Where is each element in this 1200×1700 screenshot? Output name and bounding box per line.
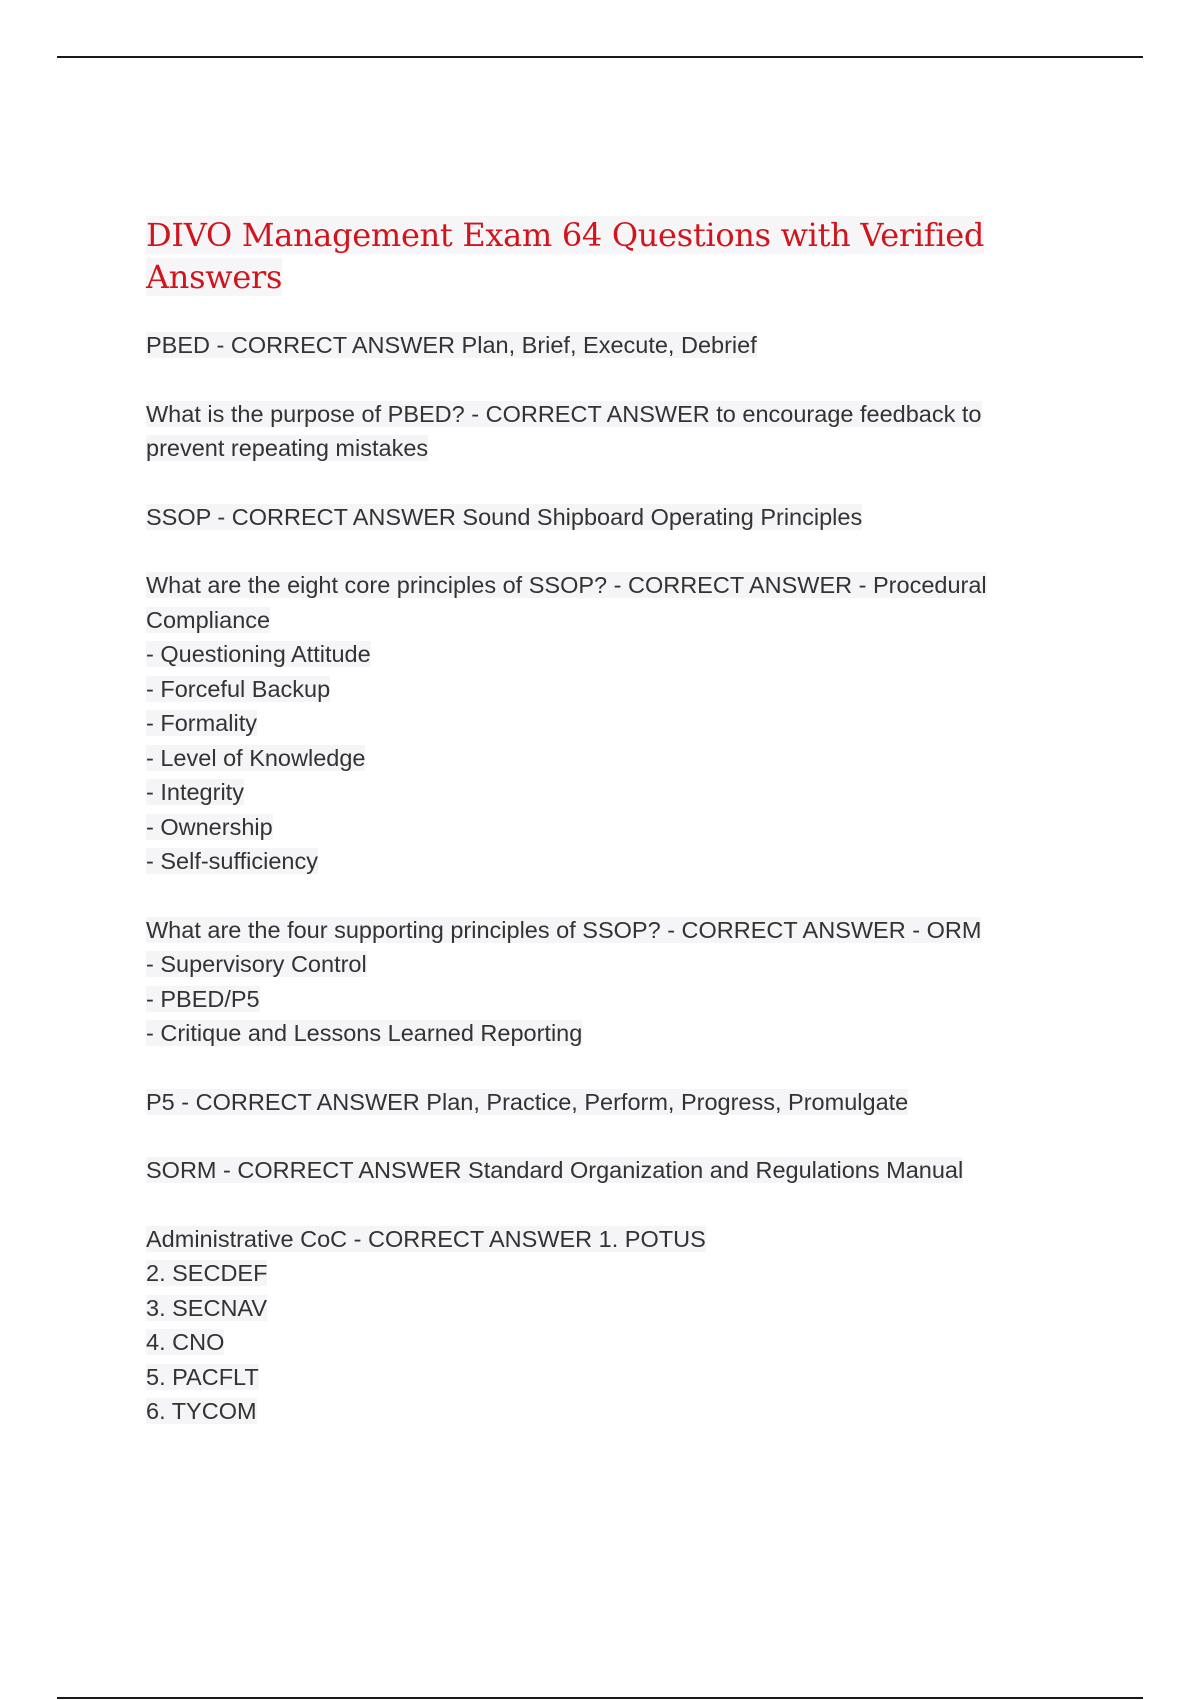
document-title	[146, 214, 1036, 298]
title-line: DIVO Management Exam 64 Questions with Verified	[146, 216, 985, 254]
qa-line: 6. TYCOM	[146, 1398, 257, 1424]
qa-entry	[146, 397, 1036, 466]
qa-line: - Ownership	[146, 813, 273, 840]
qa-entry	[146, 1222, 1036, 1429]
qa-line: SORM - CORRECT ANSWER Standard Organization and Regulations Manual	[146, 1157, 964, 1183]
qa-line: 2. SECDEF	[146, 1260, 268, 1286]
qa-line: 5. PACFLT	[146, 1363, 259, 1390]
qa-line: Compliance	[146, 606, 271, 633]
qa-line: - Forceful Backup	[146, 675, 331, 702]
header-rule	[57, 56, 1143, 58]
qa-line: PBED - CORRECT ANSWER Plan, Brief, Execute, Debrief	[146, 332, 757, 358]
qa-entry	[146, 568, 1036, 879]
qa-line: - Formality	[146, 710, 257, 736]
qa-line: - Integrity	[146, 779, 244, 805]
qa-entry	[146, 1153, 1036, 1188]
qa-entry	[146, 913, 1036, 1051]
qa-line: What are the four supporting principles of SSOP? - CORRECT ANSWER - ORM	[146, 916, 982, 943]
qa-line: What are the eight core principles of SSOP? - CORRECT ANSWER - Procedural	[146, 572, 987, 598]
qa-line: What is the purpose of PBED? - CORRECT ANSWER to encourage feedback to	[146, 400, 982, 427]
qa-line: - PBED/P5	[146, 985, 260, 1012]
qa-line: - Self-sufficiency	[146, 848, 318, 874]
qa-line: 3. SECNAV	[146, 1294, 268, 1321]
qa-line: Administrative CoC - CORRECT ANSWER 1. POTUS	[146, 1225, 706, 1252]
footer-rule	[57, 1697, 1143, 1699]
qa-line: - Critique and Lessons Learned Reporting	[146, 1020, 583, 1046]
document-body	[146, 214, 1036, 1463]
title-line: Answers	[146, 258, 283, 296]
qa-line: P5 - CORRECT ANSWER Plan, Practice, Perform, Progress, Promulgate	[146, 1088, 909, 1115]
qa-entry	[146, 500, 1036, 535]
qa-line: SSOP - CORRECT ANSWER Sound Shipboard Operating Principles	[146, 503, 863, 530]
qa-line: 4. CNO	[146, 1329, 225, 1355]
qa-line: - Questioning Attitude	[146, 641, 371, 667]
qa-line: - Supervisory Control	[146, 951, 367, 977]
qa-line: - Level of Knowledge	[146, 744, 366, 771]
qa-line: prevent repeating mistakes	[146, 435, 429, 461]
qa-entry	[146, 1085, 1036, 1120]
qa-entry	[146, 328, 1036, 363]
